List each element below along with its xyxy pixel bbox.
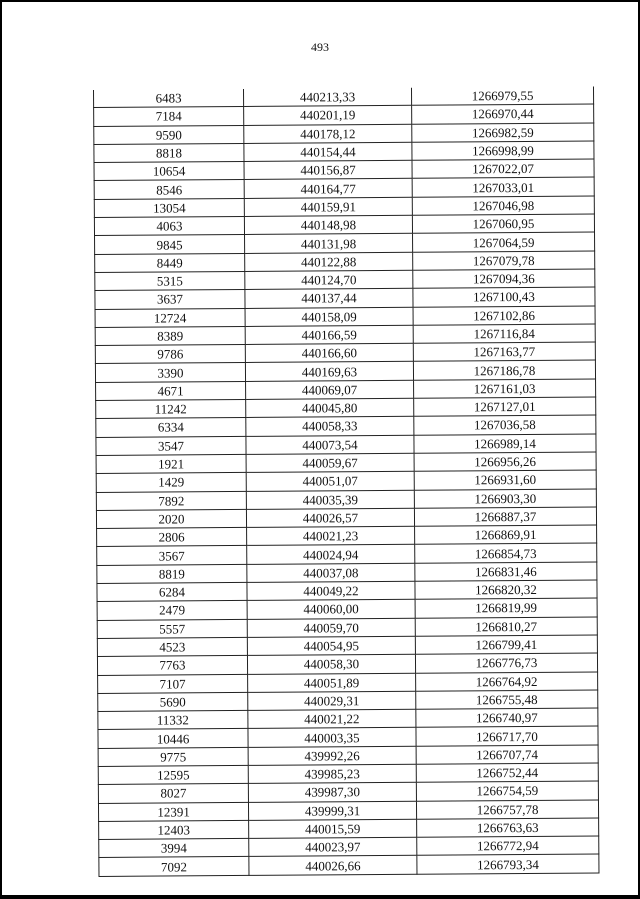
page-number: 493 (311, 40, 329, 54)
point-id-cell: 8449 (95, 253, 245, 272)
point-id-cell: 12391 (98, 802, 248, 821)
x-coordinate-cell: 440159,91 (244, 197, 412, 216)
y-coordinate-cell: 1266810,27 (415, 617, 597, 637)
y-coordinate-cell: 1267161,03 (414, 379, 596, 399)
point-id-cell: 6334 (96, 418, 246, 437)
point-id-cell: 6284 (97, 582, 247, 601)
x-coordinate-cell: 440166,59 (245, 325, 413, 344)
y-coordinate-cell: 1266982,59 (412, 123, 594, 143)
point-id-cell: 7763 (97, 656, 247, 675)
point-id-cell: 10446 (98, 729, 248, 748)
y-coordinate-cell: 1266776,73 (415, 653, 597, 673)
y-coordinate-cell: 1267116,84 (413, 324, 595, 344)
x-coordinate-cell: 440213,33 (243, 88, 411, 107)
x-coordinate-cell: 440122,88 (245, 252, 413, 271)
y-coordinate-cell: 1266903,30 (414, 489, 596, 509)
scan-border-top (0, 0, 640, 2)
x-coordinate-cell: 440060,00 (247, 600, 415, 619)
table-row (99, 854, 599, 876)
point-id-cell: 9786 (95, 345, 245, 364)
x-coordinate-cell: 440148,98 (244, 215, 412, 234)
x-coordinate-cell: 439985,23 (248, 764, 416, 783)
y-coordinate-cell: 1266707,74 (416, 745, 598, 765)
point-id-cell: 3390 (95, 363, 245, 382)
x-coordinate-cell: 440058,33 (246, 417, 414, 436)
y-coordinate-cell: 1266764,92 (416, 671, 598, 691)
point-id-cell: 4671 (96, 381, 246, 400)
point-id-cell: 1429 (96, 473, 246, 492)
point-id-cell: 5690 (98, 692, 248, 711)
point-id-cell: 6483 (93, 89, 243, 108)
x-coordinate-cell: 440049,22 (247, 581, 415, 600)
point-id-cell: 12403 (99, 820, 249, 839)
x-coordinate-cell: 440201,19 (244, 106, 412, 125)
x-coordinate-cell: 440051,89 (248, 673, 416, 692)
y-coordinate-cell: 1266799,41 (415, 635, 597, 655)
point-id-cell: 2806 (97, 528, 247, 547)
point-id-cell: 2020 (96, 509, 246, 528)
y-coordinate-cell: 1266717,70 (416, 726, 598, 746)
x-coordinate-cell: 440124,70 (245, 270, 413, 289)
point-id-cell: 8819 (97, 564, 247, 583)
y-coordinate-cell: 1267094,36 (413, 269, 595, 289)
x-coordinate-cell: 439987,30 (248, 783, 416, 802)
x-coordinate-cell: 440051,07 (246, 472, 414, 491)
y-coordinate-cell: 1266819,99 (415, 598, 597, 618)
point-id-cell: 12595 (98, 765, 248, 784)
table-body (93, 87, 598, 877)
point-id-cell: 13054 (94, 198, 244, 217)
y-coordinate-cell: 1267100,43 (413, 287, 595, 307)
y-coordinate-cell: 1266956,26 (414, 452, 596, 472)
x-coordinate-cell: 440073,54 (246, 435, 414, 454)
x-coordinate-cell: 439992,26 (248, 746, 416, 765)
y-coordinate-cell: 1266979,55 (411, 87, 593, 106)
point-id-cell: 7892 (96, 491, 246, 510)
point-id-cell: 11332 (98, 711, 248, 730)
point-id-cell: 7184 (94, 107, 244, 126)
scan-border-left (0, 0, 2, 899)
x-coordinate-cell: 440035,39 (246, 490, 414, 509)
x-coordinate-cell: 440026,57 (246, 508, 414, 527)
x-coordinate-cell: 440029,31 (248, 691, 416, 710)
x-coordinate-cell: 440137,44 (245, 289, 413, 308)
y-coordinate-cell: 1266869,91 (415, 525, 597, 545)
point-id-cell: 10654 (94, 162, 244, 181)
point-id-cell: 8027 (98, 784, 248, 803)
y-coordinate-cell: 1267127,01 (414, 397, 596, 417)
x-coordinate-cell: 440054,95 (247, 636, 415, 655)
y-coordinate-cell: 1266755,48 (416, 690, 598, 710)
y-coordinate-cell: 1266772,94 (417, 836, 599, 856)
x-coordinate-cell: 440169,63 (245, 362, 413, 381)
x-coordinate-cell: 440131,98 (245, 234, 413, 253)
x-coordinate-cell: 439999,31 (248, 801, 416, 820)
y-coordinate-cell: 1266763,63 (417, 818, 599, 838)
y-coordinate-cell: 1266752,44 (416, 763, 598, 783)
point-id-cell: 9845 (95, 235, 245, 254)
y-coordinate-cell: 1266757,78 (416, 800, 598, 820)
point-id-cell: 5557 (97, 619, 247, 638)
point-id-cell: 7092 (99, 857, 249, 876)
y-coordinate-cell: 1267033,01 (412, 177, 594, 197)
point-id-cell: 4063 (94, 217, 244, 236)
y-coordinate-cell: 1267163,77 (413, 342, 595, 362)
x-coordinate-cell: 440166,60 (245, 343, 413, 362)
point-id-cell: 3547 (96, 436, 246, 455)
point-id-cell: 1921 (96, 454, 246, 473)
point-id-cell: 12724 (95, 308, 245, 327)
point-id-cell: 9775 (98, 747, 248, 766)
x-coordinate-cell: 440037,08 (247, 563, 415, 582)
coordinates-table (93, 87, 599, 877)
x-coordinate-cell: 440164,77 (244, 179, 412, 198)
point-id-cell: 8546 (94, 180, 244, 199)
y-coordinate-cell: 1267102,86 (413, 306, 595, 326)
point-id-cell: 7107 (98, 674, 248, 693)
point-id-cell: 4523 (97, 637, 247, 656)
y-coordinate-cell: 1267046,98 (412, 196, 594, 216)
y-coordinate-cell: 1266854,73 (415, 543, 597, 563)
y-coordinate-cell: 1267022,07 (412, 159, 594, 179)
x-coordinate-cell: 440015,59 (249, 819, 417, 838)
x-coordinate-cell: 440059,67 (246, 453, 414, 472)
y-coordinate-cell: 1266793,34 (417, 854, 599, 874)
y-coordinate-cell: 1266931,60 (414, 470, 596, 490)
point-id-cell: 3994 (99, 839, 249, 858)
x-coordinate-cell: 440026,66 (249, 856, 417, 875)
x-coordinate-cell: 440069,07 (246, 380, 414, 399)
point-id-cell: 8389 (95, 326, 245, 345)
y-coordinate-cell: 1267060,95 (412, 214, 594, 234)
y-coordinate-cell: 1266887,37 (414, 507, 596, 527)
point-id-cell: 9590 (94, 125, 244, 144)
point-id-cell: 8818 (94, 143, 244, 162)
y-coordinate-cell: 1267036,58 (414, 415, 596, 435)
y-coordinate-cell: 1266998,99 (412, 141, 594, 161)
y-coordinate-cell: 1267079,78 (413, 251, 595, 271)
y-coordinate-cell: 1267186,78 (413, 360, 595, 380)
x-coordinate-cell: 440058,30 (247, 654, 415, 673)
point-id-cell: 5315 (95, 271, 245, 290)
point-id-cell: 11242 (96, 399, 246, 418)
y-coordinate-cell: 1267064,59 (413, 232, 595, 252)
y-coordinate-cell: 1266831,46 (415, 562, 597, 582)
x-coordinate-cell: 440021,23 (247, 526, 415, 545)
y-coordinate-cell: 1266989,14 (414, 434, 596, 454)
y-coordinate-cell: 1266740,97 (416, 708, 598, 728)
x-coordinate-cell: 440021,22 (248, 709, 416, 728)
x-coordinate-cell: 440045,80 (246, 398, 414, 417)
x-coordinate-cell: 440156,87 (244, 160, 412, 179)
x-coordinate-cell: 440178,12 (244, 124, 412, 143)
x-coordinate-cell: 440024,94 (247, 545, 415, 564)
point-id-cell: 3567 (97, 546, 247, 565)
x-coordinate-cell: 440154,44 (244, 142, 412, 161)
x-coordinate-cell: 440003,35 (248, 728, 416, 747)
point-id-cell: 2479 (97, 601, 247, 620)
y-coordinate-cell: 1266970,44 (412, 104, 594, 124)
x-coordinate-cell: 440059,70 (247, 618, 415, 637)
scan-border-bottom (0, 895, 640, 899)
y-coordinate-cell: 1266754,59 (416, 781, 598, 801)
x-coordinate-cell: 440158,09 (245, 307, 413, 326)
x-coordinate-cell: 440023,97 (249, 837, 417, 856)
point-id-cell: 3637 (95, 290, 245, 309)
y-coordinate-cell: 1266820,32 (415, 580, 597, 600)
